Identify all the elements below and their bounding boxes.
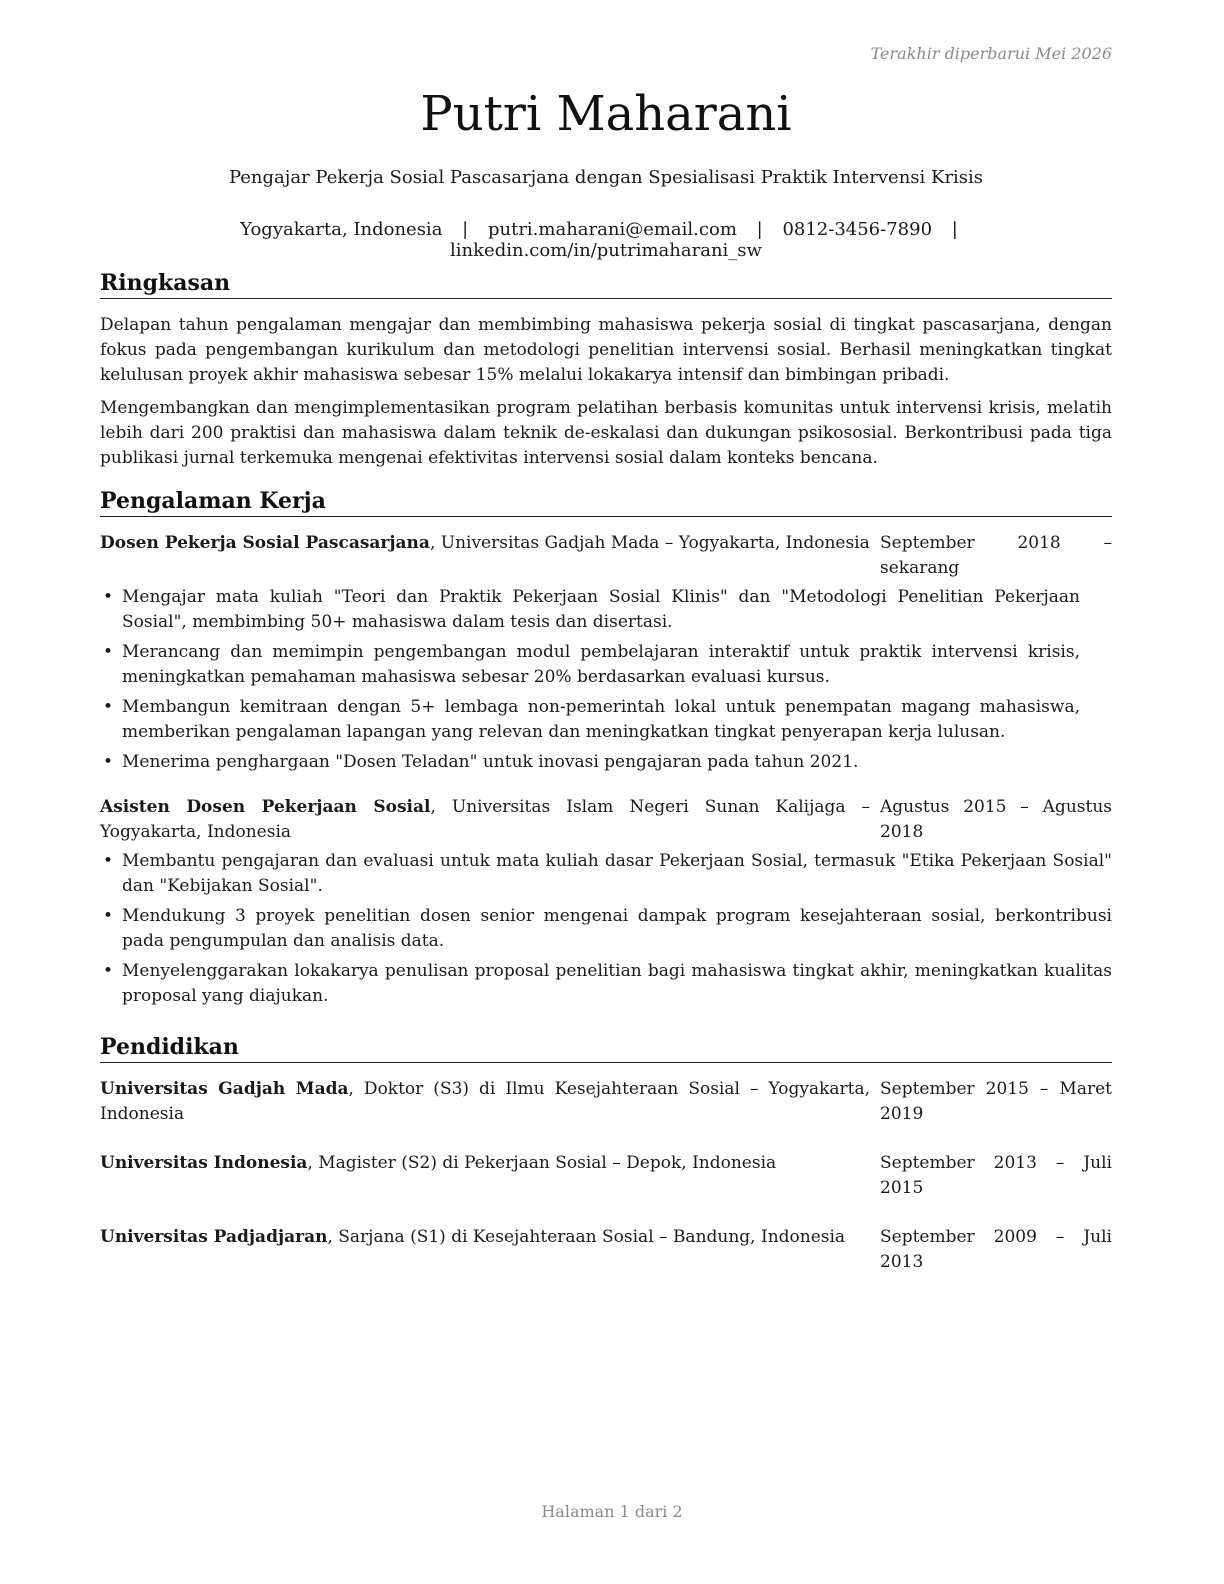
list-item: • Membantu pengajaran dan evaluasi untuk mata kuliah dasar Pekerjaan Sosial, termasuk "Etika Pekerjaan Sosial" dan "Kebijakan Sosial". — [100, 849, 1112, 899]
education-entry — [100, 1077, 1112, 1127]
contact-separator: | — [951, 219, 958, 240]
list-item: • Menyelenggarakan lokakarya penulisan proposal penelitian bagi mahasiswa tingkat akhir, meningkatkan kualitas proposal yang diajukan. — [100, 959, 1112, 1009]
education-heading — [100, 1151, 870, 1201]
education-dates — [880, 1225, 1112, 1275]
education-degree: , Sarjana (S1) di Kesejahteraan Sosial – Bandung, Indonesia — [327, 1227, 846, 1247]
contact-separator: | — [756, 219, 763, 240]
education-school: Universitas Indonesia — [100, 1153, 308, 1173]
education-entry — [100, 1151, 1112, 1201]
experience-section — [100, 488, 1112, 1014]
job-date-line: Agustus 2015 – Agustus — [880, 797, 1112, 817]
contact-location: Yogyakarta, Indonesia — [240, 219, 443, 240]
education-date-line: 2015 — [880, 1178, 924, 1198]
education-date-line: September 2013 – Juli — [880, 1153, 1112, 1173]
page-number: Halaman 1 dari 2 — [541, 1502, 683, 1521]
list-item: • Membangun kemitraan dengan 5+ lembaga non-pemerintah lokal untuk penempatan magang mahasiswa, memberikan pengalaman lapangan yang relevan dan meningkatkan tingkat penyerapan kerja lulusan. — [100, 695, 1112, 745]
job-role: Dosen Pekerja Sosial Pascasarjana — [100, 533, 430, 553]
last-updated: Terakhir diperbarui Mei 2026 — [870, 44, 1112, 63]
education-heading — [100, 1225, 870, 1275]
summary-paragraph: Mengembangkan dan mengimplementasikan program pelatihan berbasis komunitas untuk intervensi krisis, melatih lebih dari 200 praktisi dan mahasiswa dalam teknik de-eskalasi dan dukungan psikososial. Berkontribusi pada tiga publikasi jurnal terkemuka mengenai efektivitas intervensi sosial dalam konteks bencana. — [100, 398, 1112, 468]
section-title-education: Pendidikan — [100, 1034, 1112, 1063]
job-dates — [880, 795, 1112, 845]
education-date-line: September 2015 – Maret — [880, 1079, 1112, 1099]
professional-title: Pengajar Pekerja Sosial Pascasarjana dengan Spesialisasi Praktik Intervensi Krisis — [228, 167, 984, 188]
job-org: , Universitas Gadjah Mada – Yogyakarta, Indonesia — [429, 533, 870, 553]
job-dates — [880, 531, 1112, 581]
list-item: • Mendukung 3 proyek penelitian dosen senior mengenai dampak program kesejahteraan sosial, berkontribusi pada pengumpulan dan analisis data. — [100, 904, 1112, 954]
job-entry — [100, 795, 1112, 1009]
contact-separator: | — [462, 219, 469, 240]
education-school: Universitas Gadjah Mada — [100, 1079, 349, 1099]
job-date-line: 2018 — [880, 822, 924, 842]
job-date-line: September 2018 – — [880, 533, 1112, 553]
job-bullets — [100, 585, 1112, 775]
job-org: , Universitas Islam Negeri Sunan Kalijaga – Yogyakarta, Indonesia — [100, 797, 870, 842]
job-date-line: sekarang — [880, 558, 960, 578]
job-entry — [100, 531, 1112, 775]
list-item: • Mengajar mata kuliah "Teori dan Praktik Pekerjaan Sosial Klinis" dan "Metodologi Penelitian Pekerjaan Sosial", membimbing 50+ mahasiswa dalam tesis dan disertasi. — [100, 585, 1112, 635]
education-section — [100, 1034, 1112, 1275]
education-dates — [880, 1151, 1112, 1201]
list-item: • Merancang dan memimpin pengembangan modul pembelajaran interaktif untuk praktik intervensi krisis, meningkatkan pemahaman mahasiswa sebesar 20% berdasarkan evaluasi kursus. — [100, 640, 1112, 690]
job-heading — [100, 795, 870, 845]
education-heading — [100, 1077, 870, 1127]
section-title-summary: Ringkasan — [100, 270, 1112, 299]
list-item: • Menerima penghargaan "Dosen Teladan" untuk inovasi pengajaran pada tahun 2021. — [100, 750, 1112, 775]
contact-linkedin[interactable]: linkedin.com/in/putrimaharani_sw — [450, 240, 762, 261]
section-title-experience: Pengalaman Kerja — [100, 488, 1112, 517]
education-entry — [100, 1225, 1112, 1275]
education-date-line: 2019 — [880, 1104, 924, 1124]
contact-phone: 0812-3456-7890 — [782, 219, 933, 240]
contact-email[interactable]: putri.maharani@email.com — [487, 219, 737, 240]
person-name: Putri Maharani — [420, 86, 792, 142]
contact-line — [100, 219, 1112, 261]
job-bullets — [100, 849, 1112, 1009]
summary-section — [100, 270, 1112, 479]
education-date-line: September 2009 – Juli — [880, 1227, 1112, 1247]
summary-paragraph: Delapan tahun pengalaman mengajar dan membimbing mahasiswa pekerja sosial di tingkat pascasarjana, dengan fokus pada pengembangan kurikulum dan metodologi penelitian intervensi sosial. Berhasil meningkatkan tingkat kelulusan proyek akhir mahasiswa sebesar 15% melalui lokakarya intensif dan bimbingan pribadi. — [100, 315, 1112, 385]
education-degree: , Magister (S2) di Pekerjaan Sosial – Depok, Indonesia — [307, 1153, 777, 1173]
education-degree: , Doktor (S3) di Ilmu Kesejahteraan Sosial – Yogyakarta, Indonesia — [100, 1079, 871, 1124]
education-school: Universitas Padjadjaran — [100, 1227, 328, 1247]
education-dates — [880, 1077, 1112, 1127]
job-heading — [100, 531, 870, 581]
job-role: Asisten Dosen Pekerjaan Sosial — [100, 797, 431, 817]
education-date-line: 2013 — [880, 1252, 924, 1272]
